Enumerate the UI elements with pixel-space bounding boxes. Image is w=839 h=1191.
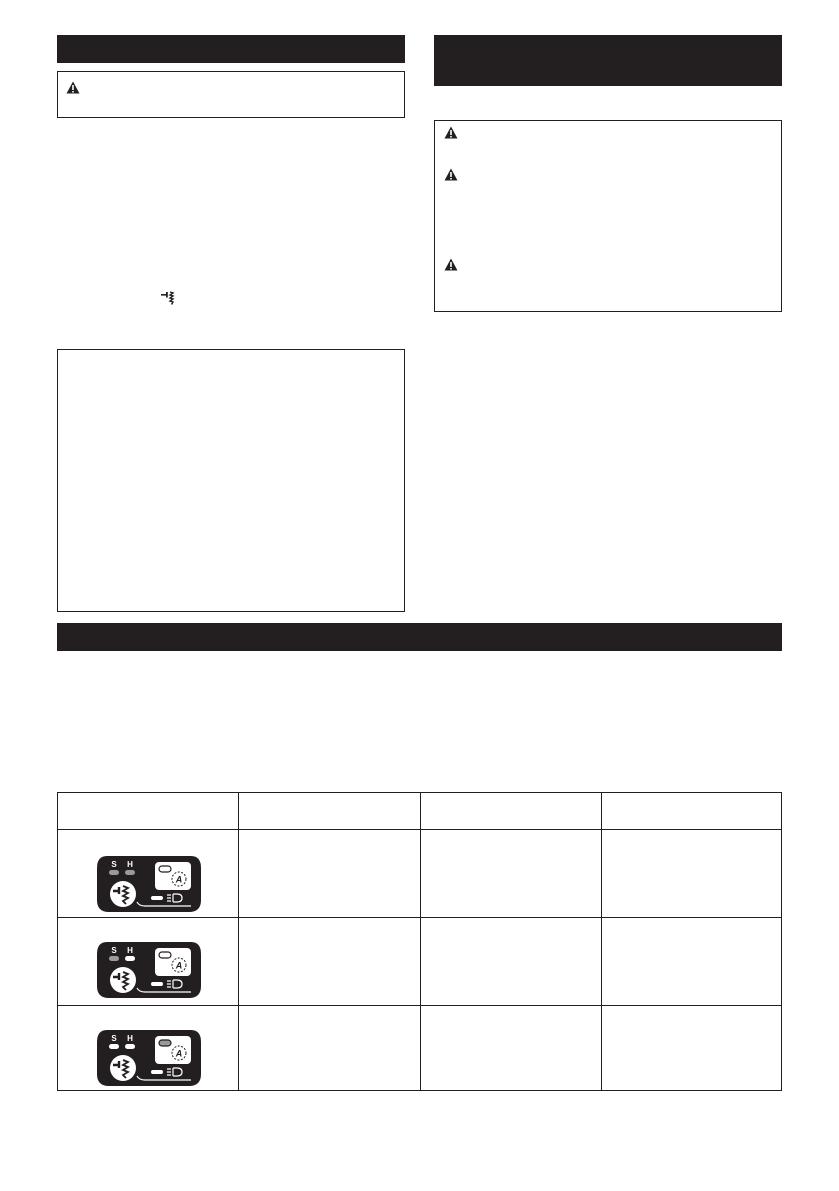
warning-triangle-icon [444,258,458,271]
lamp-h [125,870,135,875]
lamp-label-h: H [127,1034,133,1043]
lamp-label-h: H [127,946,133,955]
auto-mode-label: A [175,960,183,971]
section-heading-bar-right [434,35,782,86]
lamp-label-s: S [111,946,117,955]
lamp-auto [159,1040,171,1046]
lamp-label-s: S [111,1034,117,1043]
drill-mode-icon [161,291,175,305]
warning-triangle-icon [444,126,458,139]
lamp-h [125,956,135,961]
lamp-h [125,1044,135,1049]
lamp-auto [159,866,171,872]
warning-triangle-icon [444,168,458,181]
lamp-label-s: S [111,860,117,869]
caution-box-left [57,71,405,118]
lamp-s [109,870,119,875]
lamp-s [109,956,119,961]
mode-select-button [110,1055,136,1081]
section-heading-bar-left [57,35,405,63]
lamp-auto [159,952,171,958]
lamp-s [109,1044,119,1049]
mode-select-button [110,881,136,907]
mode-lamp-table [57,792,782,1091]
light-button [151,982,163,986]
section-heading-bar-full [57,623,782,651]
table-header-row [58,793,781,829]
table-row [58,917,781,1005]
light-button [151,896,163,900]
notice-box-left [57,349,405,612]
auto-mode-label: A [175,874,183,885]
table-row [58,829,781,917]
warning-triangle-icon [66,81,80,94]
mode-panel-illustration [95,940,203,1000]
mode-panel-illustration [95,1028,203,1088]
mode-panel-illustration [95,854,203,914]
lamp-label-h: H [127,860,133,869]
auto-mode-label: A [175,1048,183,1059]
table-row [58,1005,781,1091]
light-button [151,1070,163,1074]
mode-select-button [110,967,136,993]
caution-box-right [434,120,782,312]
